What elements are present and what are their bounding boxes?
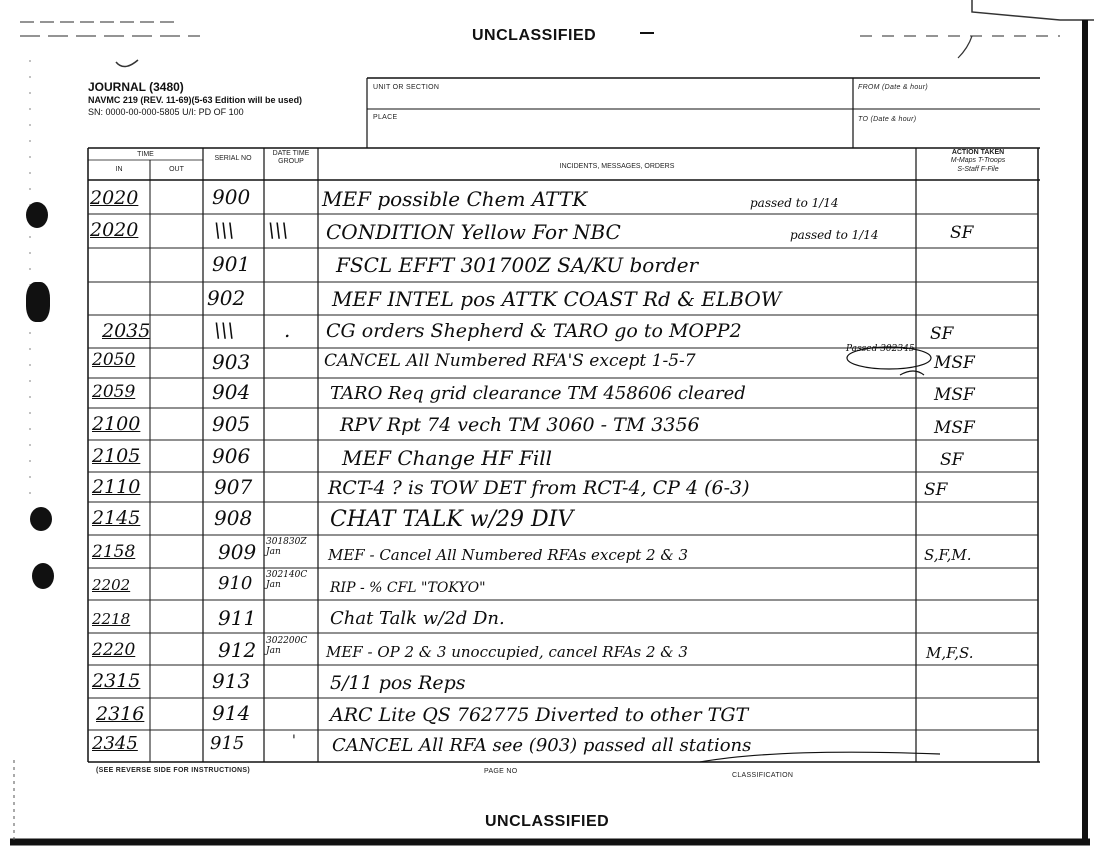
row-serial: \\\ (214, 218, 235, 242)
row-time-in: 2059 (92, 382, 136, 402)
row-serial: 905 (212, 412, 251, 436)
row-action: SF (930, 324, 954, 344)
row-action: SF (924, 480, 948, 500)
row-serial: \\\ (214, 318, 235, 342)
row-dtg: 302200C Jan (266, 636, 308, 656)
instructions-note: (SEE REVERSE SIDE FOR INSTRUCTIONS) (96, 767, 251, 774)
place-label: PLACE (373, 114, 398, 121)
row-message: ARC Lite QS 762775 Diverted to other TGT (330, 704, 749, 726)
row-serial: 907 (214, 475, 253, 499)
row-time-in: 2145 (92, 507, 141, 529)
classification-top: UNCLASSIFIED (472, 27, 597, 44)
row-serial: 910 (218, 573, 253, 594)
row-message: RCT-4 ? is TOW DET from RCT-4, CP 4 (6-3) (328, 477, 750, 499)
incidents-header: INCIDENTS, MESSAGES, ORDERS (559, 163, 675, 170)
row-dtg: . (284, 318, 291, 342)
time-out-header: OUT (169, 166, 184, 173)
row-time-in: 2345 (92, 733, 138, 754)
row-message: FSCL EFFT 301700Z SA/KU border (336, 253, 699, 277)
row-message: MEF - Cancel All Numbered RFAs except 2 & 3 (328, 546, 689, 564)
row-serial: 901 (212, 252, 251, 276)
row-message: CANCEL All Numbered RFA'S except 1-5-7 (324, 351, 696, 371)
row-message: CHAT TALK w/29 DIV (330, 507, 574, 532)
row-note: Passed 302345 (846, 344, 915, 354)
row-message: 5/11 pos Reps (330, 672, 466, 694)
row-message: CG orders Shepherd & TARO go to MOPP2 (326, 320, 742, 342)
row-time-in: 2100 (92, 413, 141, 435)
row-action: S,F,M. (924, 546, 972, 564)
from-label: FROM (Date & hour) (858, 84, 928, 91)
form-number: NAVMC 219 (REV. 11-69)(5-63 Edition will be used) (88, 95, 303, 105)
row-note: passed to 1/14 (750, 196, 839, 210)
page-number-label: PAGE NO (484, 768, 518, 775)
row-dtg: 302140C Jan (266, 570, 308, 590)
row-time-in: 2020 (90, 187, 139, 209)
action-legend-2: S-Staff F-File (957, 166, 999, 173)
punch-hole (30, 507, 52, 531)
row-time-in: 2110 (92, 476, 141, 498)
row-time-in: 2220 (92, 640, 136, 660)
row-message: TARO Req grid clearance TM 458606 cleared (330, 383, 746, 404)
row-serial: 912 (218, 638, 257, 662)
row-message: MEF - OP 2 & 3 unoccupied, cancel RFAs 2 & 3 (326, 643, 688, 661)
dtg-header: DATE TIME GROUP (272, 150, 310, 165)
row-serial: 906 (212, 444, 251, 468)
row-message: Chat Talk w/2d Dn. (330, 608, 505, 629)
punch-hole (26, 282, 50, 322)
time-in-header: IN (115, 166, 123, 173)
row-time-in: 2316 (96, 703, 145, 725)
row-message: RPV Rpt 74 vech TM 3060 - TM 3356 (340, 414, 700, 436)
row-message: MEF Change HF Fill (342, 446, 553, 470)
row-time-in: 2050 (92, 350, 136, 370)
row-time-in: 2315 (92, 670, 141, 692)
row-time-in: 2035 (102, 320, 151, 342)
row-serial: 900 (212, 185, 251, 209)
row-action: M,F,S. (926, 644, 974, 662)
row-time-in: 2020 (90, 219, 139, 241)
classification-bottom: UNCLASSIFIED (485, 813, 610, 830)
form-title: JOURNAL (3480) (88, 80, 184, 94)
row-message: MEF INTEL pos ATTK COAST Rd & ELBOW (332, 287, 782, 311)
row-dtg: \\\ (268, 218, 289, 242)
row-action: MSF (934, 353, 975, 373)
row-time-in: 2218 (92, 610, 131, 628)
to-label: TO (Date & hour) (858, 116, 917, 123)
row-serial: 904 (212, 380, 251, 404)
row-serial: 914 (212, 701, 251, 725)
row-serial: 903 (212, 350, 251, 374)
row-message: MEF possible Chem ATTK (322, 187, 588, 211)
row-message: CANCEL All RFA see (903) passed all stations (332, 735, 752, 756)
unit-section-label: UNIT OR SECTION (373, 84, 440, 91)
row-action: SF (940, 450, 964, 470)
row-time-in: 2202 (92, 576, 131, 594)
action-taken-header: ACTION TAKEN (951, 149, 1005, 156)
row-serial: 913 (212, 669, 251, 693)
row-note: passed to 1/14 (790, 228, 879, 242)
punch-hole (26, 202, 48, 228)
form-stock-number: SN: 0000-00-000-5805 U/I: PD OF 100 (88, 107, 244, 117)
row-action: MSF (934, 418, 975, 438)
row-serial: 909 (218, 540, 257, 564)
serial-header: SERIAL NO (214, 155, 252, 162)
row-time-in: 2105 (92, 445, 141, 467)
classification-label: CLASSIFICATION (732, 772, 794, 779)
action-legend-1: M-Maps T-Troops (950, 157, 1006, 164)
row-message: CONDITION Yellow For NBC (326, 220, 621, 244)
row-dtg: 301830Z Jan (266, 537, 307, 557)
row-time-in: 2158 (92, 542, 136, 562)
row-dtg: ' (292, 733, 296, 749)
time-header: TIME (137, 151, 154, 158)
dash-mark (640, 32, 654, 34)
row-message: RIP - % CFL "TOKYO" (330, 580, 486, 596)
row-serial: 908 (214, 506, 253, 530)
row-action: SF (950, 223, 974, 243)
row-serial: 902 (207, 286, 246, 310)
row-serial: 911 (218, 606, 257, 630)
punch-hole (32, 563, 54, 589)
row-action: MSF (934, 385, 975, 405)
row-serial: 915 (210, 733, 245, 754)
